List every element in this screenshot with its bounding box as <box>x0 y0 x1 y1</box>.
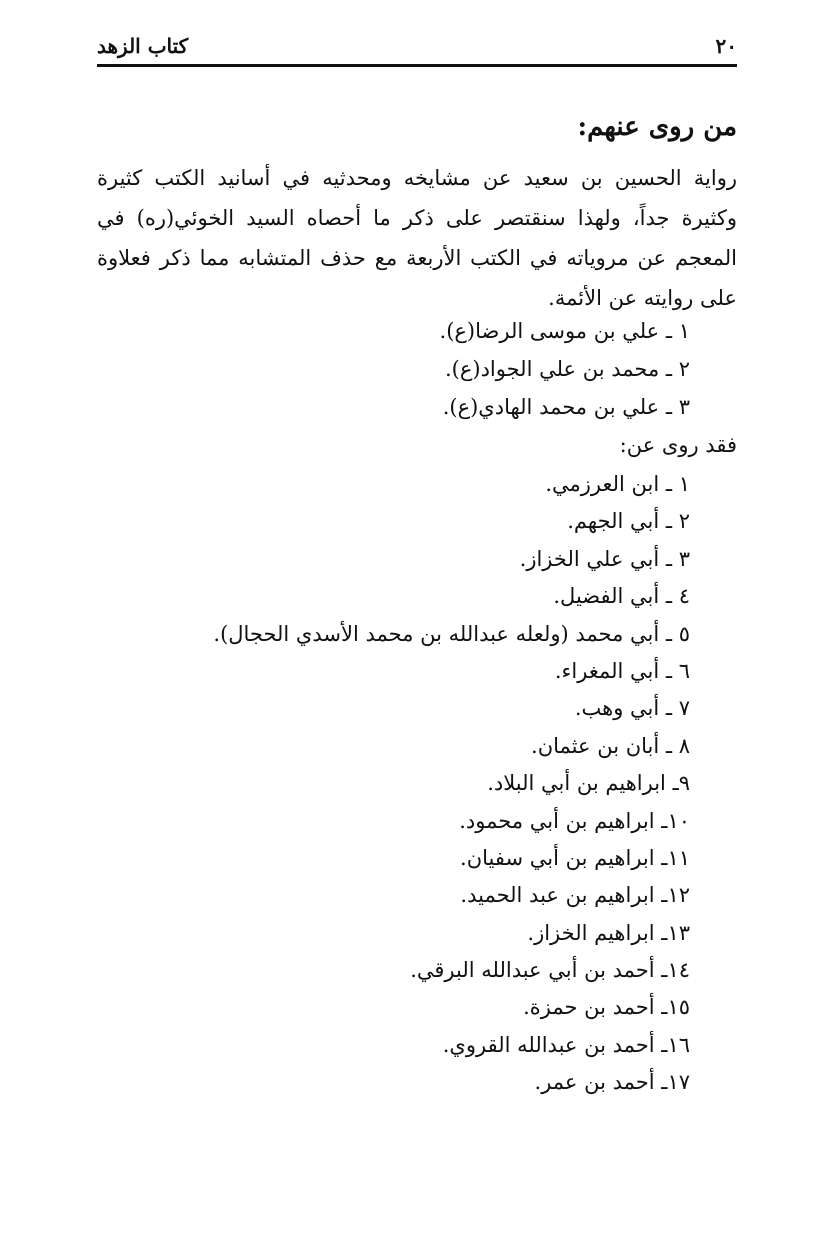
list-item: ٣ ـ أبي علي الخزاز. <box>519 546 690 571</box>
narrators-subheading: فقد روى عن: <box>619 433 737 457</box>
list-item: ١٢ـ ابراهيم بن عبد الحميد. <box>460 883 690 908</box>
list-item: ١ ـ علي بن موسى الرضا(ع). <box>439 319 690 343</box>
list-item: ١ ـ ابن العرزمي. <box>545 472 690 496</box>
list-item: ١٧ـ أحمد بن عمر. <box>534 1070 690 1095</box>
narrators-list <box>213 466 690 1102</box>
list-item: ٦ ـ أبي المغراء. <box>554 658 690 683</box>
list-item: ٧ ـ أبي وهب. <box>574 696 690 721</box>
list-item: ٤ ـ أبي الفضيل. <box>553 584 690 609</box>
running-header <box>97 28 737 64</box>
section-heading: من روى عنهم: <box>577 112 737 142</box>
list-item: ١٥ـ أحمد بن حمزة. <box>523 995 690 1020</box>
book-title: كتاب الزهد <box>97 34 189 58</box>
list-item: ١١ـ ابراهيم بن أبي سفيان. <box>460 845 690 870</box>
list-item: ٢ ـ محمد بن علي الجواد(ع). <box>444 357 690 381</box>
imams-list <box>440 312 690 426</box>
list-item: ٢ ـ أبي الجهم. <box>567 509 690 534</box>
list-item: ٨ ـ أبان بن عثمان. <box>531 733 690 758</box>
page-number: ٢٠ <box>715 34 737 58</box>
header-divider <box>97 64 737 67</box>
intro-paragraph: رواية الحسين بن سعيد عن مشايخه ومحدثيه في أسانيد الكتب كثيرة وكثيرة جداً، ولهذا سنقتصر على ذكر ما أحصاه السيد الخوئي(ره) في المعجم عن مروياته في الكتب الأربعة مع حذف المتشابه مما ذكر فعلاوة على روايته عن الأئمة. <box>97 166 737 310</box>
list-item: ١٦ـ أحمد بن عبدالله القروي. <box>442 1032 690 1057</box>
list-item: ٣ ـ علي بن محمد الهادي(ع). <box>442 395 690 419</box>
list-item: ٩ـ ابراهيم بن أبي البلاد. <box>487 771 690 796</box>
list-item: ١٣ـ ابراهيم الخزاز. <box>527 920 690 945</box>
list-item: ٥ ـ أبي محمد (ولعله عبدالله بن محمد الأسدي الحجال). <box>213 621 690 646</box>
list-item: ١٠ـ ابراهيم بن أبي محمود. <box>459 808 690 833</box>
list-item: ١٤ـ أحمد بن أبي عبدالله البرقي. <box>410 958 690 983</box>
